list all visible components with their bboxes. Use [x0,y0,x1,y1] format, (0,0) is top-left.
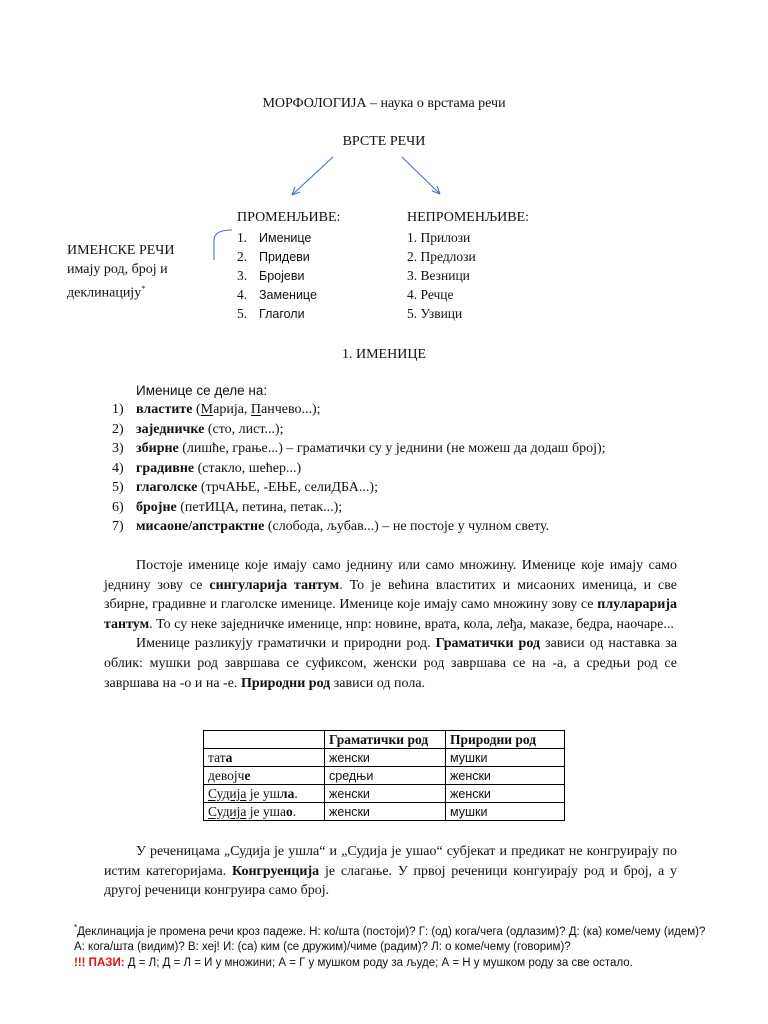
footnote-warning: !!! ПАЗИ: Д = Л; Д = Л = И у множини; А = Г у мушком роду за људе; А = Н у мушком роду за све остало. [74,956,633,969]
list-item: 5) глаголске (трчАЊЕ, -ЕЊЕ, селиДБА...); [112,480,378,495]
table-row [204,749,565,767]
table-cell: женски [325,803,446,821]
list-item: 1) властите (Марија, Панчево...); [112,402,321,417]
list-item: 3. Бројеви [237,268,305,283]
list-item: 7) мисаоне/апстрактне (слобода, љубав...) – не постоје у чулном свету. [112,519,550,534]
nominal-heading: ИМЕНСКЕ РЕЧИ [67,243,175,258]
gender-table [203,730,565,821]
table-cell: мушки [446,803,565,821]
unchangeable-heading: НЕПРОМЕНЉИВЕ: [407,210,530,225]
section-heading: 1. ИМЕНИЦЕ [342,347,426,362]
nominal-line2-wrap [67,279,175,303]
section-intro: Именице се деле на: [136,383,268,398]
table-header [204,731,325,749]
table-cell: женски [446,785,565,803]
list-item: 2. Придеви [237,249,310,264]
list-item: 4. Заменице [237,287,317,302]
table-row [204,767,565,785]
footnote-line: А: кога/шта (видим)? В: хеј! И: (са) ким (се дружим)/чиме (радим)? Л: о коме/чему (говорим)? [74,941,571,954]
footnote-line: *Деклинација је промена речи кроз падеже. Н: ко/шта (постоји)? Г: (од) кога/чега (одлазим)? Д: (ка) коме/чему (идем)? [74,923,706,938]
paragraph-gender: Именице разликују граматички и природни род. Граматички род зависи од наставка за облик: мушки род завршава се суфиксом, женски род завршава се на -а, а средњи род се завршава на -о и на -е. Природни род зависи од пола. [104,636,677,691]
body-paragraphs [104,556,677,693]
tree-arrows [0,0,768,260]
tree-root: ВРСТЕ РЕЧИ [342,134,426,149]
table-cell: женски [325,785,446,803]
unchangeable-column [407,208,529,323]
table-header: Граматички род [325,731,446,749]
nominal-line2: деклинацију [67,285,142,301]
list-item: 3. Везници [407,268,470,283]
footnote [74,920,724,971]
list-item: 5. Узвици [407,306,463,321]
list-item: 4) градивне (стакло, шећер...) [112,460,302,476]
noun-types-list [112,400,606,537]
table-row [204,803,565,821]
footnote-mark: * [141,284,146,293]
paragraph-number-type: Постоје именице које имају само једнину или само множину. Именице које имају само једнину зову се сингуларија тантум. То је већина властитих и мисаоних именица, и све збирне, градивне и глаголске именице. Именице које имају само множину зову се плуларарија тантум. То су неке заједничке именице, нпр: новине, врата, кола, леђа, маказе, бедра, наочаре... [104,558,678,632]
changeable-column [237,208,340,323]
list-item: 5. Глаголи [237,306,305,321]
list-item: 2) заједничке (сто, лист...); [112,421,284,437]
table-header-row [204,731,565,749]
nominal-words [67,241,175,303]
page-title: МОРФОЛОГИЈА – наука о врстама речи [262,96,506,111]
table-cell: женски [446,767,565,785]
list-item: 2. Предлози [407,249,476,264]
list-item: 1. Именице [237,230,312,245]
table-cell: девојче [204,767,325,785]
table-cell: Судија је ушла. [204,785,325,803]
arrow-right [402,157,440,194]
congruence-section [104,842,677,901]
list-item: 3) збирне (лишће, грање...) – граматички су у једнини (не можеш да додаш број); [112,441,606,456]
table-header: Природни род [446,731,565,749]
changeable-heading: ПРОМЕНЉИВЕ: [237,210,341,225]
list-item: 4. Речце [407,287,454,302]
arrow-left [292,157,333,195]
table-cell: Судија је ушао. [204,803,325,821]
list-item: 1. Прилози [407,230,471,245]
paragraph-congruence: У реченицама „Судија је ушла“ и „Судија је ушао“ субјекат и предикат не конгруирају по истим категоријама. Конгруенција је слагање. У првој реченици конгуирају род и број, а у другој реченици конгруира само број. [104,844,677,899]
table-cell: женски [325,749,446,767]
warning-label: !!! ПАЗИ: [74,956,125,969]
list-item: 6) бројне (петИЦА, петина, петак...); [112,499,343,515]
nominal-line1: имају род, број и [67,262,168,277]
table-row [204,785,565,803]
brace [202,230,232,260]
table-cell: мушки [446,749,565,767]
table-cell: тата [204,749,325,767]
table-cell: средњи [325,767,446,785]
